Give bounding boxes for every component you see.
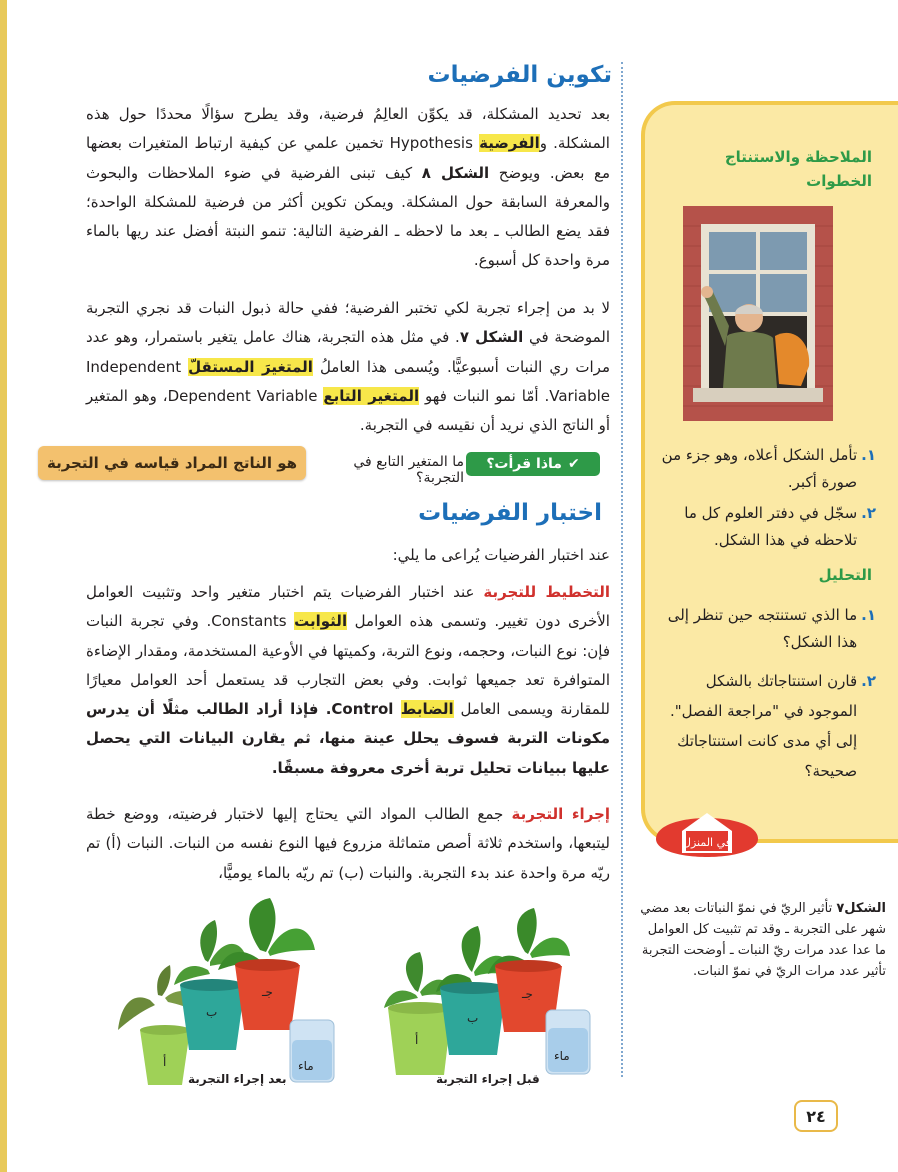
rich-text: [86, 100, 610, 276]
text-run: جمع الطالب المواد التي يحتاج إليها لاختبار فرضيته، ووضع خطة ليتبعها، واستخدم ثلاثة أصص متماثلة مزروع فيها النوع نفسه من النبات. النبات (أ) تم ريّه مرة واحدة عند بدء التجربة. والنبات (ب) تم ريّه بالماء يوميًّا،: [86, 805, 610, 882]
text-run: المتغيرَ المستقلّ: [188, 357, 313, 376]
text-run: الشكل ٧: [459, 328, 524, 347]
section-title-testing-hypotheses: اختبار الفرضيات: [418, 500, 602, 526]
text-run: Independent Variable. أمّا نمو النبات فهو: [86, 357, 610, 405]
figure-caption: [638, 898, 886, 982]
rich-text: [86, 800, 610, 888]
intro-text: عند اختبار الفرضيات يُراعى ما يلي:: [392, 546, 610, 564]
page-edge-strip: [0, 0, 7, 1172]
what-did-you-read-question: ما المتغير التابع في التجربة؟: [353, 454, 464, 486]
analysis-number: ٢.: [861, 672, 876, 690]
after-experiment-group: [118, 898, 334, 1085]
text-run: الشكل ٨: [421, 163, 490, 182]
step-number: ٢.: [861, 504, 876, 522]
pot-label-c-after: جـ: [262, 985, 273, 999]
pot-label-c-before: جـ: [522, 987, 533, 1001]
text-run: Hypothesis تخمين علمي عن كيفية ارتباط المتغيرات بعضها مع بعض. ويوضح: [86, 134, 611, 182]
water-label-after: ماء: [298, 1059, 314, 1073]
text-run: المتغير التابع: [323, 386, 420, 405]
rich-text: [86, 578, 610, 783]
step-number: ١.: [861, 446, 876, 464]
analysis-number: ١.: [861, 606, 876, 624]
water-label-before: ماء: [554, 1049, 570, 1063]
analysis-text: قارن استنتاجاتك بالشكل الموجود في "مراجعة الفصل". إلى أي مدى كانت استنتاجاتك صحيحة؟: [670, 672, 858, 780]
text-run: الفرضية: [479, 134, 540, 153]
answer-sticky-note: هو الناتج المراد قياسه في التجربة: [38, 446, 306, 480]
text-run: بعد تحديد المشكلة، قد يكوِّن العالِمُ فرضية، وقد يطرح سؤالًا محددًا حول هذه المشكلة. و: [86, 105, 610, 153]
text-run: التخطيط للتجربة: [483, 583, 610, 601]
section1-paragraph-2: [86, 294, 610, 440]
rich-text: [86, 294, 610, 440]
pot-label-b-before: ب: [467, 1011, 479, 1025]
section2-paragraph-2: [86, 800, 610, 888]
figure-caption-text: تأثير الريّ في نموّ النباتات بعد مضي شهر على التجربة ـ وقد تم تثبيت كل العوامل ما عدا عدد مرات ريّ النبات ـ أوضحت التجربة تأثير عدد مرات الريّ في نموّ النبات.: [640, 901, 886, 979]
at-home-label: في المنزل: [682, 836, 732, 849]
text-run: لا بد من إجراء تجربة لكي تختبر الفرضية؛ ففي حالة ذبول النبات قد نجري التجربة الموضحة في: [86, 299, 610, 347]
step-item: [655, 442, 876, 496]
at-home-badge: [648, 801, 766, 873]
section1-paragraph-1: [86, 100, 610, 276]
section2-paragraph-1: [86, 578, 610, 783]
pot-label-a-before: أ: [415, 1033, 419, 1047]
pot-label-b-after: ب: [206, 1005, 218, 1019]
text-run: إجراء التجربة: [511, 805, 610, 823]
side-panel-analysis-heading: التحليل: [818, 566, 872, 584]
text-run: عند اختبار الفرضيات يتم اختبار متغير واحد وتثبيت العوامل الأخرى دون تغيير. وتسمى هذه العوامل: [86, 583, 610, 631]
water-beaker-after: [290, 1020, 334, 1082]
analysis-item: [655, 666, 876, 786]
side-panel-steps-heading: الخطوات: [806, 172, 872, 190]
before-experiment-group: [384, 908, 590, 1075]
figure-label-after: بعد إجراء التجربة: [188, 1072, 287, 1086]
text-run: كيف تبنى الفرضية في ضوء الملاحظات والبحوث والمعرفة السابقة حول المشكلة. ويمكن تكوين أكثر من فرضية للمشكلة الواحدة؛ فقد يضع الطالب ـ بعد ما لاحظه ـ الفرضية التالية: تنمو النبتة أفضل عند ريها بالماء مرة واحدة كل أسبوع.: [86, 163, 610, 270]
column-divider: [621, 62, 623, 1077]
text-run: الضابط: [400, 700, 454, 719]
step-text: سجّل في دفتر العلوم كل ما تلاحظه في هذا الشكل.: [684, 504, 858, 549]
side-analysis-list: [655, 602, 876, 786]
section-title-forming-hypotheses: تكوين الفرضيات: [427, 62, 612, 88]
text-run: الثوابت: [294, 612, 348, 631]
man-at-window-illustration: [683, 206, 833, 421]
section2-intro: [86, 541, 610, 570]
analysis-text: ما الذي تستنتجه حين تنظر إلى هذا الشكل؟: [667, 606, 858, 651]
figure-caption-label: الشكل٧: [836, 901, 886, 916]
side-panel-title: الملاحظة والاستنتاج: [724, 148, 872, 166]
step-item: [655, 500, 876, 554]
pot-label-a-after: أ: [163, 1055, 167, 1069]
checkmark-icon: ✔: [567, 456, 580, 472]
page-number: ٢٤: [794, 1100, 838, 1132]
what-did-you-read-label: ماذا قرأت؟: [486, 456, 562, 472]
plant-experiment-figure: [110, 890, 615, 1100]
step-text: تأمل الشكل أعلاه، وهو جزء من صورة أكبر.: [661, 446, 858, 491]
figure-label-before: قبل إجراء التجربة: [436, 1072, 540, 1086]
text-run: . في مثل هذه التجربة، هناك عامل يتغير باستمرار، وهو عدد مرات ري النبات أسبوعيًّا. ويُسمى هذا العاملُ: [86, 328, 610, 376]
text-run: Control. فإذا أراد الطالب مثلًا أن يدرس مكونات التربة فسوف يحلل عينة منها، ثم يقارن البيانات التي يحصل عليها ببيانات تحليل تربة أخرى معروفة مسبقًا.: [86, 700, 610, 777]
side-steps-list: [655, 442, 876, 554]
text-run: Constants. وفي تجربة النبات فإن: نوع النبات، وحجمه، ونوع التربة، وكميتها في الأوعية المستخدمة، ومقدار الإضاءة المتوافرة تعد جميعها ثوابت. وفي بعض التجارب قد يستعمل أحد العوامل معيارًا للمقارنة ويسمى العامل: [86, 612, 610, 719]
text-run: Dependent Variable، وهو المتغير أو الناتج الذي نريد أن نقيسه في التجربة.: [86, 386, 610, 435]
analysis-item: [655, 602, 876, 656]
water-beaker-before: [546, 1010, 590, 1074]
what-did-you-read-badge: [466, 452, 600, 476]
